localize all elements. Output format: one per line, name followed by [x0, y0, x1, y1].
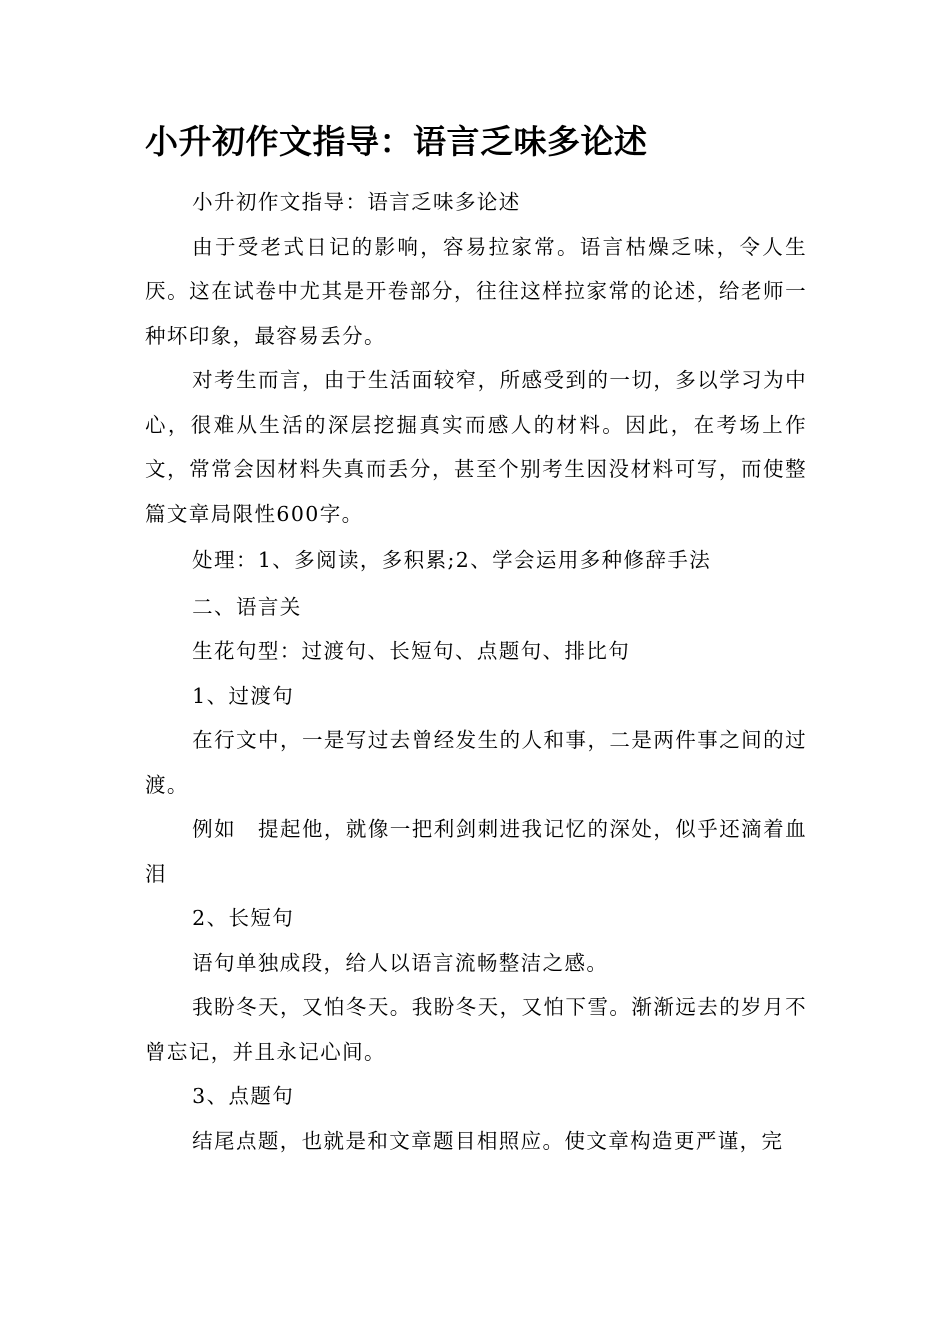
paragraph-transition-example: 例如 提起他，就像一把利剑刺进我记忆的深处，似乎还滴着血泪: [145, 817, 807, 886]
paragraph-long-short-example: 我盼冬天，又怕冬天。我盼冬天，又怕下雪。渐渐远去的岁月不曾忘记，并且永记心间。: [145, 995, 807, 1064]
document-title: 小升初作文指导：语言乏味多论述: [145, 122, 648, 161]
subheading-transition: 1、过渡句: [192, 683, 295, 708]
paragraph-subtitle: 小升初作文指导：语言乏味多论述: [192, 190, 521, 214]
paragraph-transition: 在行文中，一是写过去曾经发生的人和事，二是两件事之间的过渡。: [145, 728, 807, 797]
paragraph-material: 对考生而言，由于生活面较窄，所感受到的一切，多以学习为中心，很难从生活的深层挖掘真实而感人的材料。因此，在考场上作文，常常会因材料失真而丢分，甚至个别考生因没材料可写，而使整篇文章局限性600字。: [145, 368, 807, 526]
paragraph-theme: 结尾点题，也就是和文章题目相照应。使文章构造更严谨，完: [192, 1128, 784, 1153]
paragraph-sentence-types: 生花句型：过渡句、长短句、点题句、排比句: [192, 639, 631, 663]
paragraph-solution: 处理：1、多阅读，多积累;2、学会运用多种修辞手法: [192, 548, 712, 572]
section-heading-language: 二、语言关: [192, 594, 302, 619]
subheading-theme: 3、点题句: [192, 1084, 295, 1108]
paragraph-long-short: 语句单独成段，给人以语言流畅整洁之感。: [192, 950, 609, 975]
document-body: [145, 180, 807, 1163]
subheading-long-short: 2、长短句: [192, 906, 295, 930]
paragraph-intro: 由于受老式日记的影响，容易拉家常。语言枯燥乏味，令人生厌。这在试卷中尤其是开卷部分，往往这样拉家常的论述，给老师一种坏印象，最容易丢分。: [145, 234, 807, 348]
